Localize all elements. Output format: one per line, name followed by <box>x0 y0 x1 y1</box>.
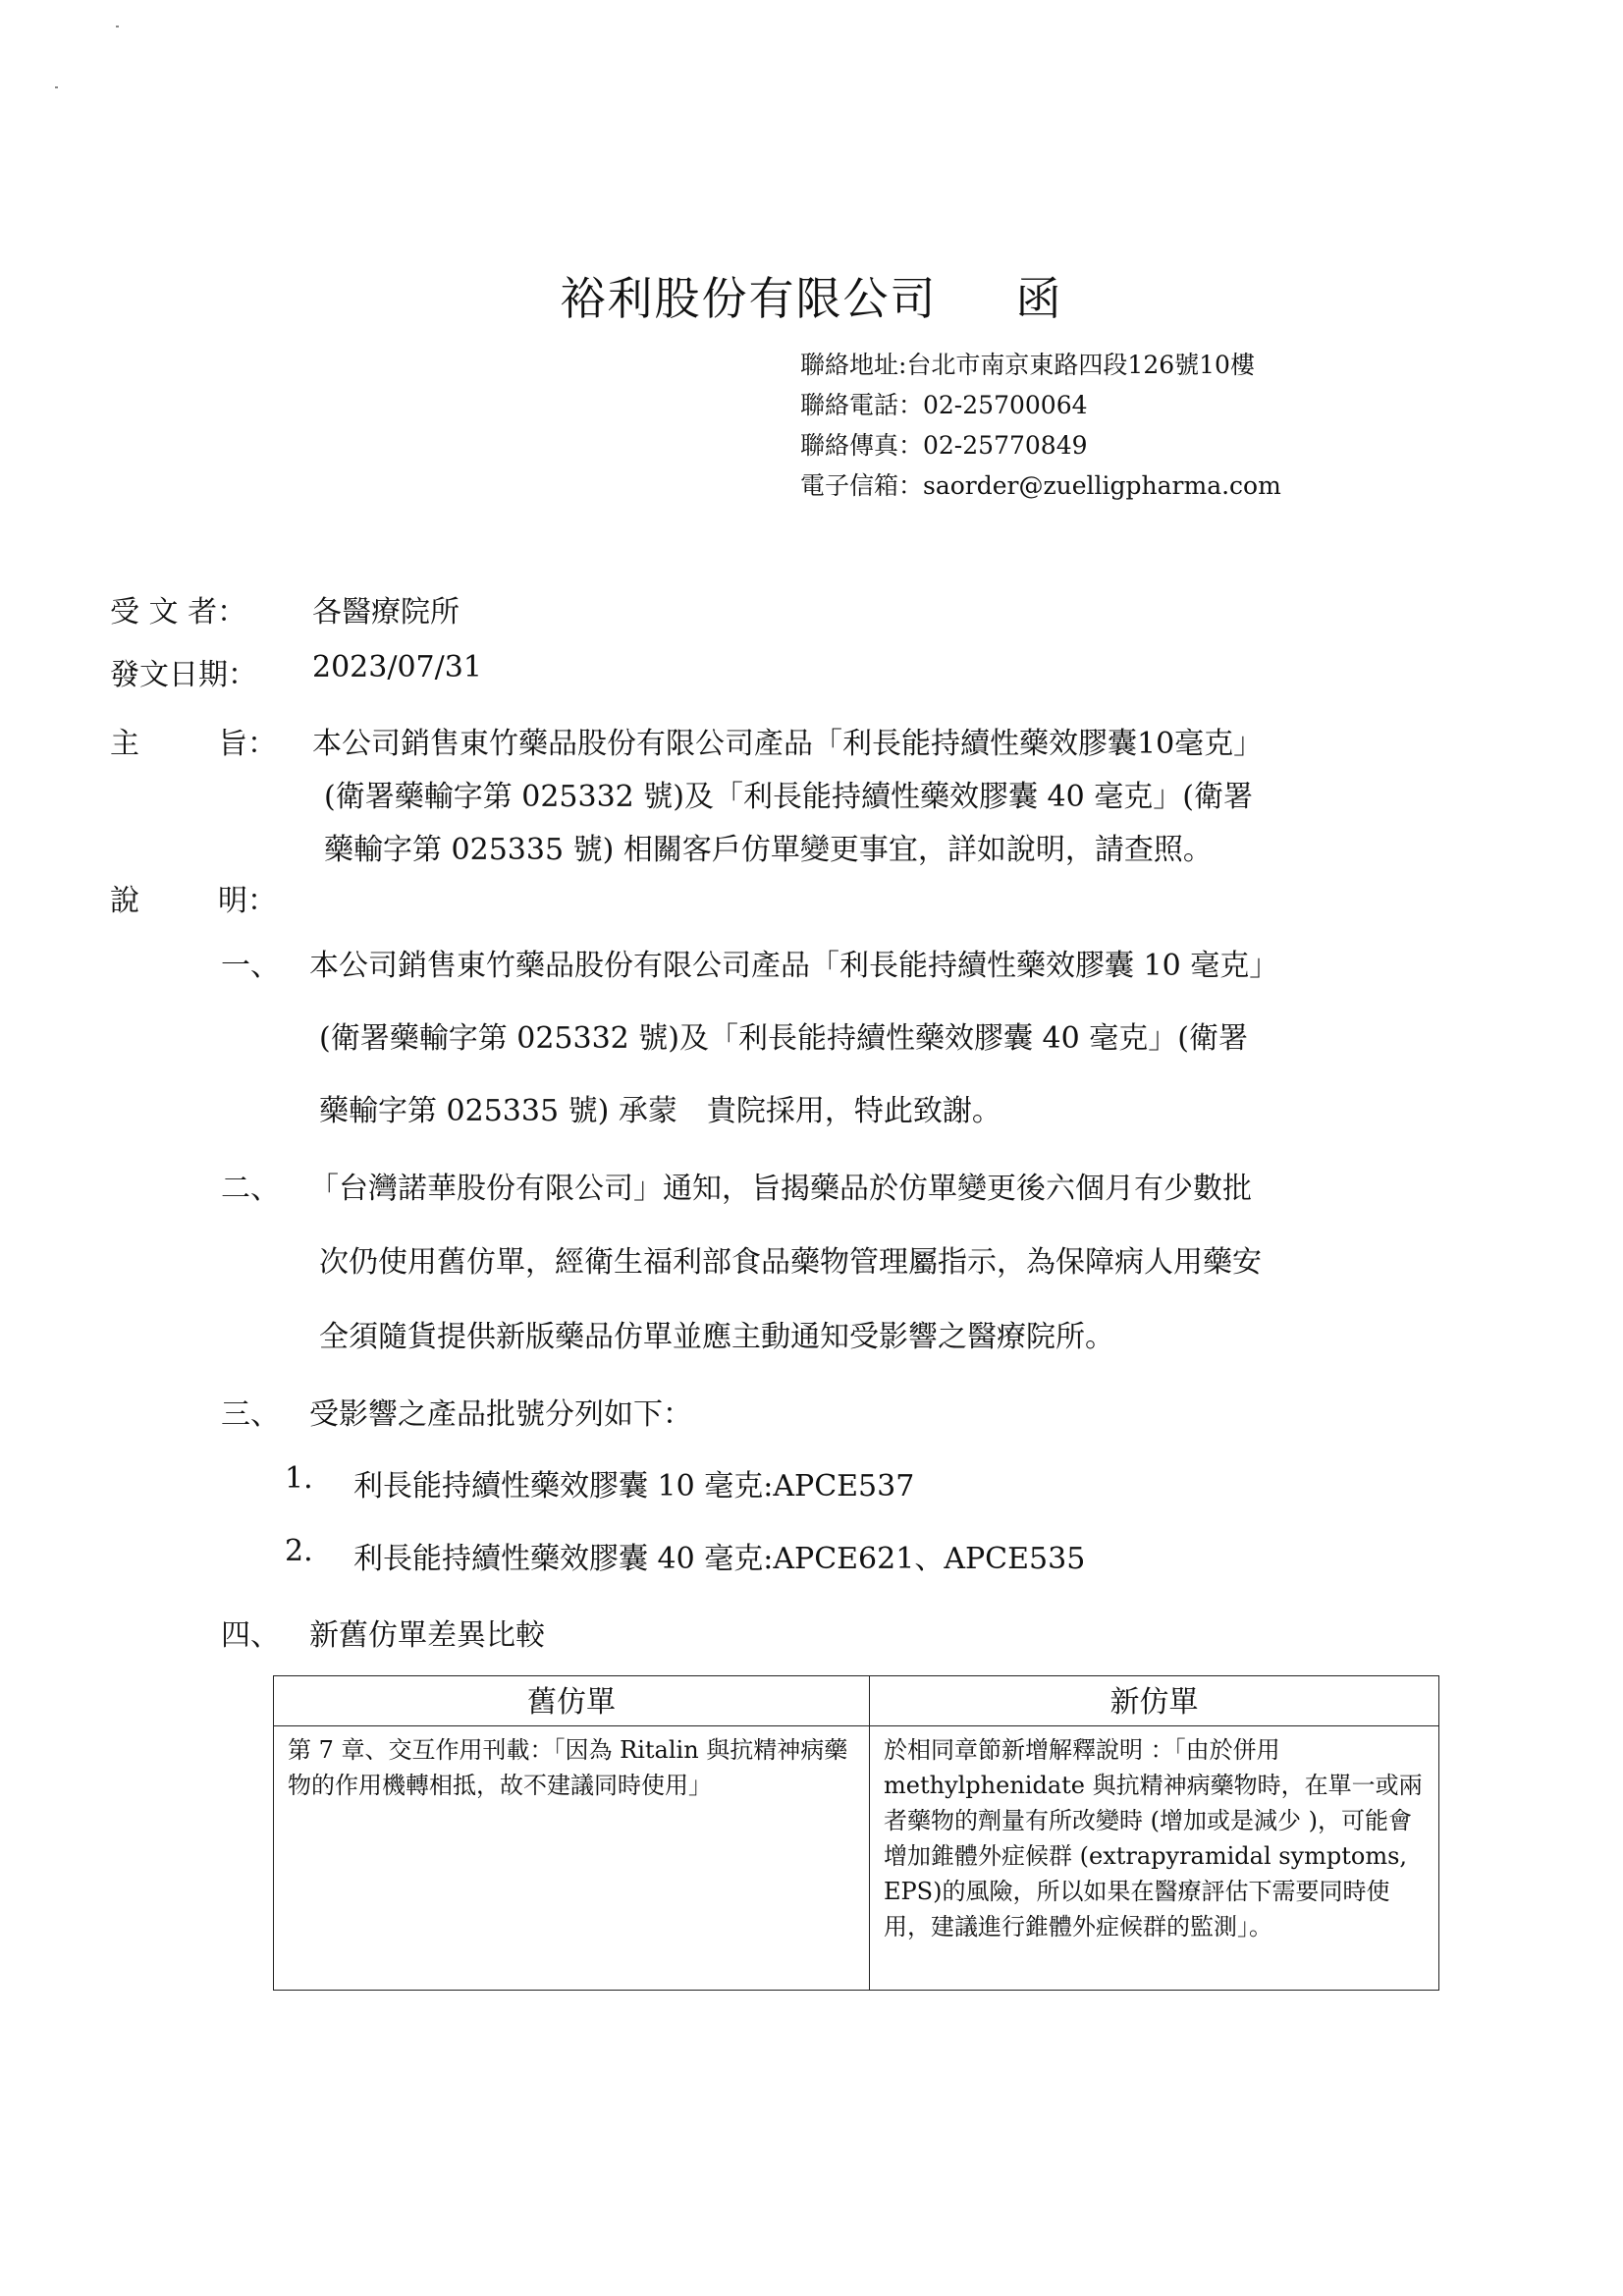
explain-label-char2: 明： <box>218 884 277 918</box>
item-four-text: 新舊仿單差異比較 <box>309 1618 545 1653</box>
sub-item-text: 利長能持續性藥效膠囊 10 毫克:APCE537 <box>353 1469 915 1503</box>
item-number: 三、 <box>221 1397 280 1432</box>
sub-item-number: 2. <box>285 1534 313 1568</box>
sub-item-number: 1. <box>285 1461 313 1496</box>
company-name: 裕利股份有限公司 <box>560 272 938 325</box>
old-insert-cell: 第 7 章、交互作用刊載：「因為 Ritalin 與抗精神病藥物的作用機轉相抵，故不建議同時使用」 <box>274 1726 870 1991</box>
sub-item-text: 利長能持續性藥效膠囊 40 毫克:APCE621、APCE535 <box>353 1542 1086 1576</box>
contact-address: 聯絡地址:台北市南京東路四段126號10樓 <box>800 351 1255 379</box>
item-two-line: 全須隨貨提供新版藥品仿單並應主動通知受影響之醫療院所。 <box>319 1320 1114 1354</box>
subject-label-char1: 主 <box>110 727 139 761</box>
item-one-line: 藥輸字第 025335 號) 承蒙 貴院採用，特此致謝。 <box>319 1094 1001 1128</box>
item-two-line: 「台灣諾華股份有限公司」通知，旨揭藥品於仿單變更後六個月有少數批 <box>309 1172 1252 1206</box>
recipient-label: 受 文 者： <box>110 595 247 629</box>
item-number: 二、 <box>221 1172 280 1206</box>
table-header-old: 舊仿單 <box>274 1676 870 1726</box>
recipient-value: 各醫療院所 <box>312 595 460 629</box>
table-header-new: 新仿單 <box>870 1676 1439 1726</box>
item-number: 四、 <box>221 1618 280 1653</box>
item-one-line: (衛署藥輸字第 025332 號)及「利長能持續性藥效膠囊 40 毫克」(衛署 <box>319 1021 1248 1056</box>
subject-line: (衛署藥輸字第 025332 號)及「利長能持續性藥效膠囊 40 毫克」(衛署 <box>324 780 1253 814</box>
date-label: 發文日期： <box>110 658 257 692</box>
scan-speck <box>55 86 58 88</box>
item-number: 一、 <box>221 949 280 983</box>
subject-line: 藥輸字第 025335 號) 相關客戶仿單變更事宜，詳如說明，請查照。 <box>324 833 1213 867</box>
new-insert-cell: 於相同章節新增解釋說明 ：「由於併用 methylphenidate 與抗精神病藥物時，在單一或兩者藥物的劑量有所改變時 (增加或是減少 )，可能會增加錐體外症候群 (extrapyramidal symptoms, EPS)的風險，所以如果在醫療評估下需要同時使用，建議進行錐體外症候群的監測」。 <box>870 1726 1439 1991</box>
item-one-line: 本公司銷售東竹藥品股份有限公司產品「利長能持續性藥效膠囊 10 毫克」 <box>309 949 1279 983</box>
item-two-line: 次仍使用舊仿單，經衛生福利部食品藥物管理屬指示，為保障病人用藥安 <box>319 1245 1262 1280</box>
comparison-table <box>273 1675 1439 1991</box>
table-header-row <box>274 1676 1439 1726</box>
letter-title <box>0 263 1623 328</box>
doc-type: 函 <box>1015 272 1063 325</box>
scan-speck <box>116 26 119 27</box>
contact-email: 電子信箱：saorder@zuelligpharma.com <box>800 471 1281 500</box>
subject-label-char2: 旨： <box>218 727 277 761</box>
explain-label-char1: 說 <box>110 884 139 918</box>
contact-phone: 聯絡電話：02-25700064 <box>800 391 1088 419</box>
subject-line: 本公司銷售東竹藥品股份有限公司產品「利長能持續性藥效膠囊10毫克」 <box>312 727 1264 761</box>
date-value: 2023/07/31 <box>312 650 482 684</box>
item-three-text: 受影響之產品批號分列如下： <box>309 1397 692 1432</box>
table-row <box>274 1726 1439 1991</box>
contact-fax: 聯絡傳真：02-25770849 <box>800 431 1088 460</box>
